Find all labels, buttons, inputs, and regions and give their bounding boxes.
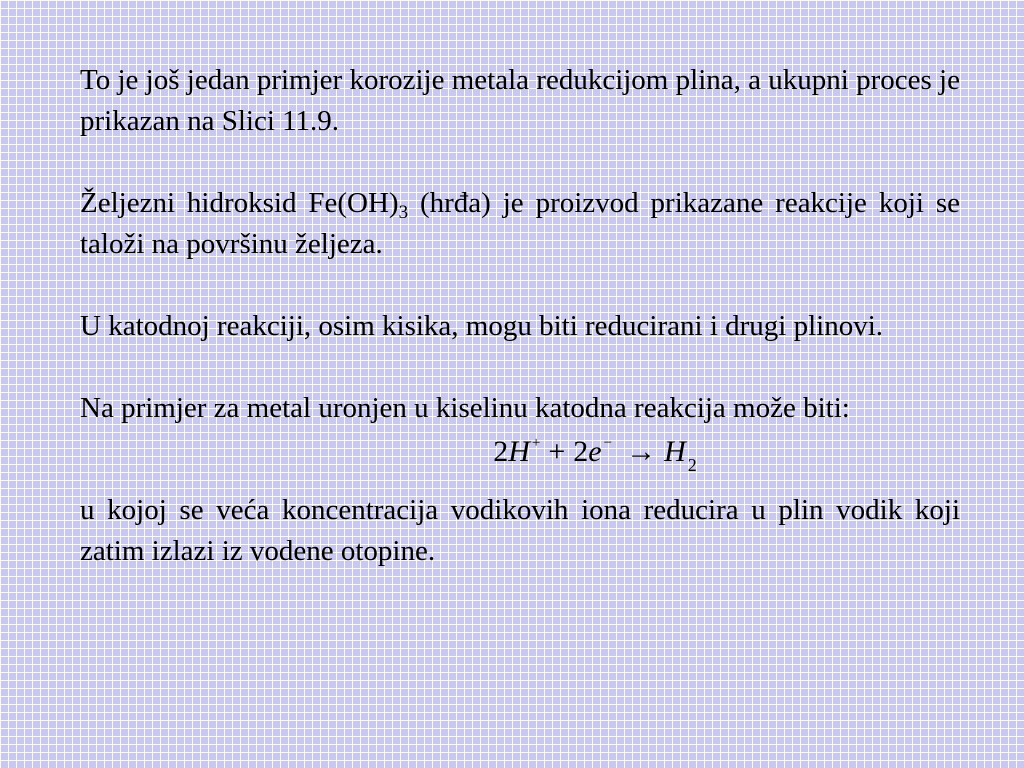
hydrogen-reduction-equation <box>80 430 960 480</box>
paragraph-corrosion-example: To je još jedan primjer korozije metala redukcijom plina, a ukupni proces je prikazan na Slici 11.9. <box>80 64 960 137</box>
hydroxide-subscript: 3 <box>398 202 409 223</box>
equation-hydrogen-gas: H <box>664 435 686 468</box>
paragraph-iron-hydroxide-start: Željezni hidroksid Fe(OH) <box>80 187 399 219</box>
paragraph-hydrogen-release: u kojoj se veća koncentracija vodikovih iona reducira u plin vodik koji zatim izlazi iz vodene otopine. <box>80 494 960 567</box>
paragraph-iron-hydroxide-end: (hrđa) je proizvod prikazane reakcije koji se taloži na površinu željeza. <box>80 187 960 260</box>
equation-coefficient-h: 2 <box>493 435 509 468</box>
equation-electron: e <box>588 435 602 468</box>
equation-plus-sign: + <box>548 435 566 468</box>
paragraph-iron-hydroxide <box>80 183 960 265</box>
equation-coefficient-e: 2 <box>573 435 589 468</box>
equation-electron-charge: − <box>603 435 613 451</box>
equation-hydrogen-charge: + <box>531 435 541 451</box>
slide-content <box>80 60 960 613</box>
paragraph-cathodic-reaction: U katodnoj reakciji, osim kisika, mogu biti reducirani i drugi plinovi. <box>80 310 884 342</box>
paragraph-acid-example: Na primjer za metal uronjen u kiselinu katodna reakcija može biti: <box>80 392 850 424</box>
equation-hydrogen-ion: H <box>508 435 530 468</box>
equation-hydrogen-subscript: 2 <box>687 455 697 475</box>
equation-arrow: → <box>626 435 657 468</box>
